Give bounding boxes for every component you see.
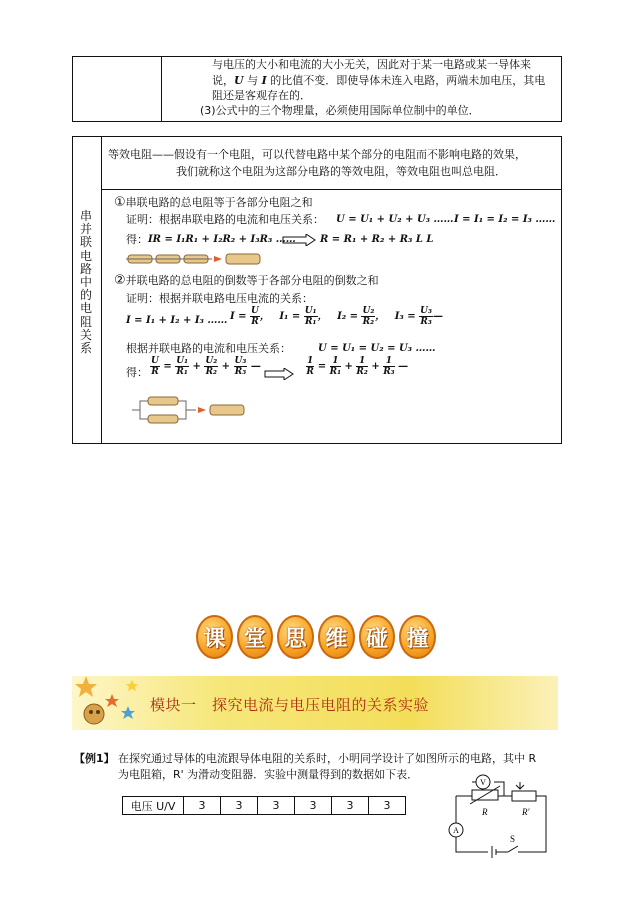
banner-title [196,615,436,665]
main-box-divider-h [101,189,561,190]
parallel-proof: 证明：根据并联电路电压电流的关系： [126,292,313,305]
series-eq-ir: IR = I₁R₁ + I₂R₂ + I₃R₃ …… [148,234,296,245]
parallel-eq-result-2: $\frac{1}{R}$ = $\frac{1}{\text{R₁}}$ + $\frac{1}{\text{R₂}}$ + $\frac{1}{\text{R₃}}$ — [306,356,409,377]
series-resistors-illustration [126,252,262,266]
top-box-divider [161,57,162,121]
table-cell: 3 [221,797,258,815]
banner-char: 课 [196,615,233,659]
switch-label: S [510,834,516,844]
table-cell: 3 [369,797,406,815]
parallel-v-label: 根据并联电路的电流和电压关系： [126,342,291,355]
banner-char: 思 [277,615,314,659]
example-line-2: 为电阻箱，R' 为滑动变阻器．实验中测量得到的数据如下表． [118,768,419,781]
circuit-diagram [442,772,562,862]
module-title: 模块一 探究电流与电压电阻的关系实验 [150,696,430,714]
banner-char: 堂 [237,615,274,659]
table-cell: 3 [332,797,369,815]
data-table [122,796,406,815]
rprime-label: R' [522,807,530,817]
top-line-2: 说，U 与 I 的比值不变．即使导体未连入电路，两端未加电压，其电 [212,74,546,87]
fraction-u2-r2: $\frac{\text{U₂}}{\text{R₂}}$ [362,306,375,327]
parallel-resistors-illustration [130,396,248,426]
banner-char: 碰 [359,615,396,659]
top-line-3: 阻还是客观存在的． [212,89,311,102]
table-cell: 3 [258,797,295,815]
decoration-icon [72,672,146,732]
table-cell: 3 [295,797,332,815]
parallel-eq-result-1: $\frac{U}{R}$ = $\frac{\text{U₁}}{\text{R₁}}$ + $\frac{\text{U₂}}{\text{R₂}}$ + $\frac{\text{U₃}}{\text{R₃}}$ — [151,356,261,377]
top-line-4: (3)公式中的三个物理量，必须使用国际单位制中的单位． [200,104,480,117]
side-title: 串 并 联 电 路 中 的 电 阻 关 系 [79,209,92,356]
equiv-line-1: 等效电阻——假设有一个电阻，可以代替电路中某个部分的电阻而不影响电路的效果， [108,148,526,161]
fraction-u3-r3: $\frac{\text{U₃}}{\text{R₃}}$ [420,306,432,327]
r-label: R [482,807,488,817]
equiv-line-2: 我们就称这个电阻为这部分电路的等效电阻，等效电阻也叫总电阻． [176,165,506,178]
series-heading: ①串联电路的总电阻等于各部分电阻之和 [114,195,313,210]
table-cell: 3 [184,797,221,815]
table-row [123,797,406,815]
banner-char: 撞 [399,615,436,659]
parallel-eq-i-sum: I = I₁ + I₂ + I₃ …… [126,315,228,326]
arrow-icon [282,234,316,246]
fraction-u1-r1: $\frac{\text{U₁}}{\text{R₁}}$ [304,306,317,327]
parallel-get: 得： [126,366,148,379]
ammeter-label: A [453,826,459,835]
arrow-icon [264,368,294,380]
series-get: 得： [126,233,148,246]
series-proof: 证明：根据串联电路的电流和电压关系： [126,213,324,226]
series-eq-i: I = I₁ = I₂ = I₃ …… [454,214,556,225]
example-label: 【例1】 [74,752,115,765]
series-eq-u: U = U₁ + U₂ + U₃ …… [336,214,454,225]
banner-char: 维 [318,615,355,659]
voltmeter-label: V [480,778,486,787]
parallel-heading: ②并联电路的总电阻的倒数等于各部分电阻的倒数之和 [114,273,379,288]
parallel-eq-i: I = $\frac{U}{R}$ ， I₁ = $\frac{\text{U₁}}{\text{R₁}}$ ， I₂ = $\frac{\text{U₂}}{\text{R₂}}$ ， I₃ = $\frac{\text{U₃}}{\text{R₃}}$ — [230,306,443,327]
example-line-1: 在探究通过导体的电流跟导体电阻的关系时，小明同学设计了如图所示的电路，其中 R [118,752,537,765]
top-line-1: 与电压的大小和电流的大小无关，因此对于某一电路或某一导体来 [212,58,531,71]
fraction-u-r: $\frac{U}{R}$ [251,306,259,327]
parallel-eq-u: U = U₁ = U₂ = U₃ …… [318,343,436,354]
main-box-divider-v [101,137,102,443]
table-header-cell: 电压 U/V [123,797,184,815]
series-eq-r: R = R₁ + R₂ + R₃ L L [320,234,434,245]
